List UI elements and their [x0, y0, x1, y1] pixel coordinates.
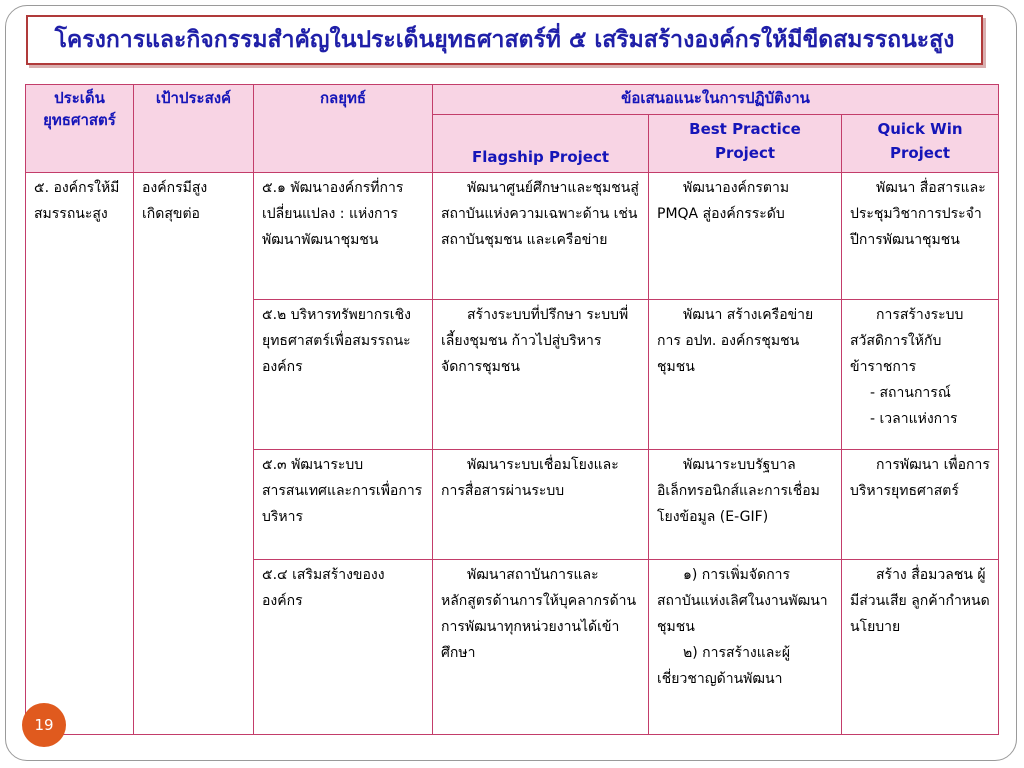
- quick-win-text: การสร้างระบบสวัสดิการให้กับข้าราชการ: [850, 307, 964, 375]
- header-goal: เป้าประสงค์: [134, 85, 254, 173]
- header-quick-win: Quick Win Project: [842, 115, 999, 173]
- quick-win-cell: พัฒนา สื่อสารและ ประชุมวิชาการประจำปีการพัฒนาชุมชน: [842, 173, 999, 300]
- slide-title: โครงการและกิจกรรมสำคัญในประเด็นยุทธศาสตร์ที่ ๕ เสริมสร้างองค์กรให้มีขีดสมรรถนะสูง: [54, 27, 955, 53]
- header-recommendations: ข้อเสนอแนะในการปฏิบัติงาน: [433, 85, 999, 115]
- best-practice-cell: พัฒนาองค์กรตาม PMQA สู่องค์กรระดับ: [649, 173, 842, 300]
- quick-win-item: - เวลาแห่งการ: [870, 411, 958, 427]
- quick-win-cell: [842, 300, 999, 450]
- flagship-cell: สร้างระบบที่ปรึกษา ระบบพี่เลี้ยงชุมชน ก้าวไปสู่บริหารจัดการชุมชน: [433, 300, 649, 450]
- quick-win-item: - สถานการณ์: [870, 385, 951, 401]
- header-strategy: กลยุทธ์: [254, 85, 433, 173]
- flagship-cell: พัฒนาศูนย์ศึกษาและชุมชนสู่สถาบันแห่งความเฉพาะด้าน เช่น สถาบันชุมชน และเครือข่าย: [433, 173, 649, 300]
- best-practice-item: ๑) การเพิ่มจัดการสถาบันแห่งเลิศในงานพัฒนาชุมชน: [657, 567, 828, 635]
- strategy-cell: ๕.๓ พัฒนาระบบสารสนเทศและการเพื่อการบริหาร: [254, 450, 433, 560]
- header-flagship: Flagship Project: [433, 115, 649, 173]
- best-practice-cell: [649, 560, 842, 735]
- strategy-table: [25, 84, 999, 735]
- strategic-issue-cell: ๕. องค์กรให้มีสมรรถนะสูง: [26, 173, 134, 735]
- goal-cell: องค์กรมีสูงเกิดสุขต่อ: [134, 173, 254, 735]
- flagship-cell: พัฒนาระบบเชื่อมโยงและการสื่อสารผ่านระบบ: [433, 450, 649, 560]
- best-practice-cell: พัฒนา สร้างเครือข่ายการ อปท. องค์กรชุมชน ชุมชน: [649, 300, 842, 450]
- best-practice-item: ๒) การสร้างและผู้เชี่ยวชาญด้านพัฒนา: [657, 645, 791, 687]
- strategy-cell: ๕.๒ บริหารทรัพยากรเชิงยุทธศาสตร์เพื่อสมรรถนะองค์กร: [254, 300, 433, 450]
- header-best-practice: Best Practice Project: [649, 115, 842, 173]
- page-number-badge: 19: [22, 703, 66, 747]
- flagship-cell: พัฒนาสถาบันการและหลักสูตรด้านการให้บุคลากรด้านการพัฒนาทุกหน่วยงานได้เข้าศึกษา: [433, 560, 649, 735]
- quick-win-cell: การพัฒนา เพื่อการบริหารยุทธศาสตร์: [842, 450, 999, 560]
- header-strategic-issue: ประเด็นยุทธศาสตร์: [26, 85, 134, 173]
- quick-win-cell: สร้าง สื่อมวลชน ผู้มีส่วนเสีย ลูกค้ากำหนดนโยบาย: [842, 560, 999, 735]
- best-practice-cell: พัฒนาระบบรัฐบาลอิเล็กทรอนิกส์และการเชื่อมโยงข้อมูล (E-GIF): [649, 450, 842, 560]
- strategy-cell: ๕.๑ พัฒนาองค์กรที่การเปลี่ยนแปลง : แห่งการพัฒนาพัฒนาชุมชน: [254, 173, 433, 300]
- strategy-cell: ๕.๔ เสริมสร้างของงองค์กร: [254, 560, 433, 735]
